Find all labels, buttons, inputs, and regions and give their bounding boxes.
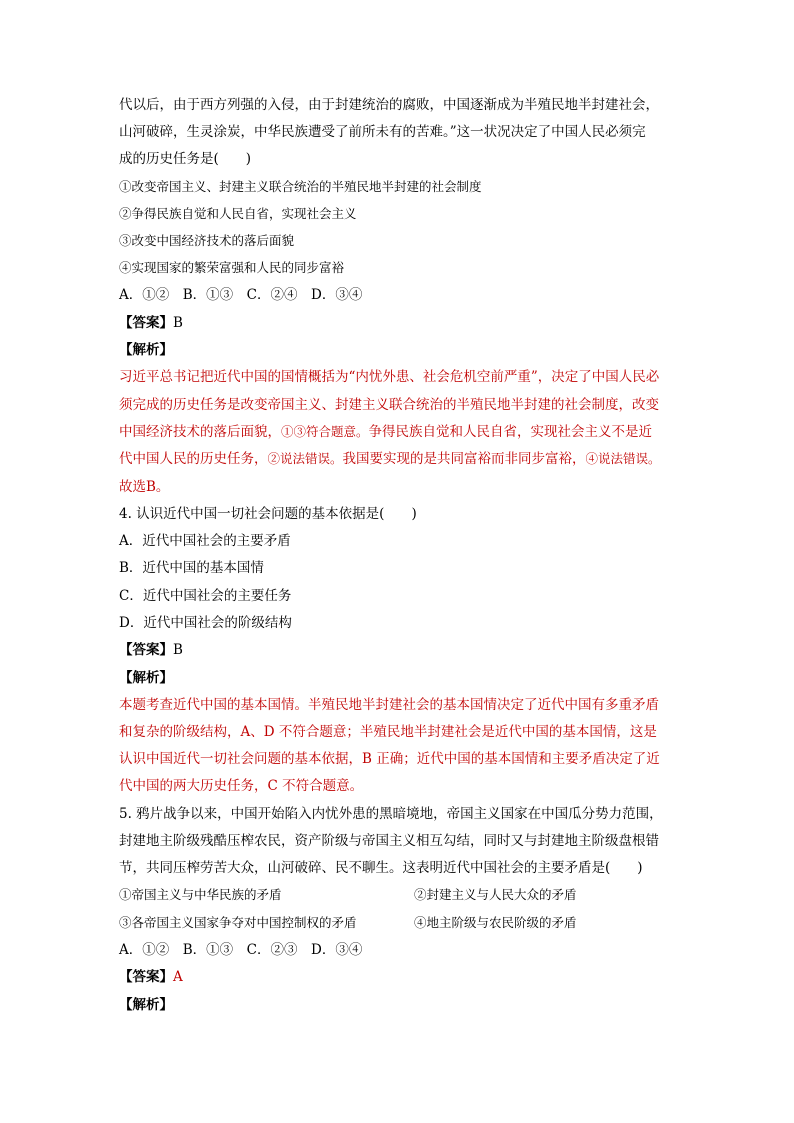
- analysis-segment: ②说法错误。: [267, 451, 343, 466]
- answer-value: B: [173, 315, 183, 331]
- question-stem: 4. 认识近代中国一切社会问题的基本依据是( ): [119, 506, 417, 522]
- question-stem: 封建地主阶级残酷压榨农民，资产阶级与帝国主义相互勾结，同时又与封建地主阶级盘根错: [119, 833, 659, 849]
- answer-value: A: [173, 969, 183, 985]
- choice-option: B．近代中国的基本国情: [119, 560, 264, 576]
- choice-item: ③各帝国主义国家争夺对中国控制权的矛盾: [119, 915, 357, 930]
- answer-value: B: [173, 642, 183, 658]
- analysis-segment: 中国经济技术的落后面貌，: [119, 424, 281, 440]
- choice-item: ②封建主义与人民大众的矛盾: [414, 887, 577, 902]
- answer-line: [119, 313, 183, 333]
- question-stem: 5. 鸦片战争以来，中国开始陷入内忧外患的黑暗境地，帝国主义国家在中国瓜分势力范围，: [119, 806, 663, 822]
- question-text-line: 成的历史任务是( ): [119, 151, 252, 167]
- answer-label: 【答案】: [119, 315, 173, 331]
- analysis-label: 【解析】: [119, 997, 173, 1013]
- choice-option: A．近代中国社会的主要矛盾: [119, 533, 291, 549]
- choice-item: ③改变中国经济技术的落后面貌: [119, 233, 295, 248]
- analysis-segment: 争得民族自觉和人民自省，实现社会主义不是近: [368, 424, 653, 440]
- answer-options: A．①② B．①③ C．②③ D．③④: [119, 942, 363, 958]
- analysis-label: 【解析】: [119, 670, 173, 686]
- analysis-label: 【解析】: [119, 342, 173, 358]
- choice-option: C．近代中国社会的主要任务: [119, 588, 292, 604]
- analysis-segment: 代中国人民的历史任务，: [119, 451, 268, 467]
- analysis-line: 本题考查近代中国的基本国情。半殖民地半封建社会的基本国情决定了近代中国有多重矛盾: [119, 697, 659, 713]
- answer-label: 【答案】: [119, 642, 173, 658]
- analysis-line: [119, 422, 652, 442]
- answer-line: [119, 640, 183, 660]
- answer-options: A．①② B．①③ C．②④ D．③④: [119, 287, 363, 303]
- analysis-segment: 我国要实现的是共同富裕而非同步富裕，: [342, 451, 586, 467]
- analysis-line: 认识中国近代一切社会问题的基本依据，B 正确；近代中国的基本国情和主要矛盾决定了近: [119, 751, 660, 767]
- analysis-line: 和复杂的阶级结构，A、D 不符合题意；半殖民地半封建社会是近代中国的基本国情，这是: [119, 724, 657, 740]
- analysis-line: 须完成的历史任务是改变帝国主义、封建主义联合统治的半殖民地半封建的社会制度，改变: [119, 397, 659, 413]
- question-stem: 节，共同压榨劳苦大众，山河破碎、民不聊生。这表明近代中国社会的主要矛盾是( ): [119, 860, 643, 876]
- analysis-segment: ④说法错误。: [585, 451, 661, 466]
- analysis-line: [119, 449, 661, 469]
- choice-item: ②争得民族自觉和人民自省，实现社会主义: [119, 206, 357, 221]
- question-text-line: 代以后，由于西方列强的入侵，由于封建统治的腐败，中国逐渐成为半殖民地半封建社会，: [119, 97, 659, 113]
- analysis-segment: ①③符合题意。: [281, 424, 369, 439]
- choice-item: ④实现国家的繁荣富强和人民的同步富裕: [119, 260, 345, 275]
- analysis-line: 故选B。: [119, 479, 170, 495]
- choice-item: ①改变帝国主义、封建主义联合统治的半殖民地半封建的社会制度: [119, 179, 482, 194]
- choice-option: D．近代中国社会的阶级结构: [119, 615, 292, 631]
- choice-item: ④地主阶级与农民阶级的矛盾: [414, 915, 577, 930]
- analysis-line: 代中国的两大历史任务，C 不符合题意。: [119, 778, 364, 794]
- choice-item: ①帝国主义与中华民族的矛盾: [119, 887, 282, 902]
- analysis-line: 习近平总书记把近代中国的国情概括为“内忧外患、社会危机空前严重”，决定了中国人民必: [119, 369, 660, 385]
- answer-line: [119, 967, 183, 987]
- question-text-line: 山河破碎，生灵涂炭，中华民族遭受了前所未有的苦难。”这一状况决定了中国人民必须完: [119, 124, 646, 140]
- answer-label: 【答案】: [119, 969, 173, 985]
